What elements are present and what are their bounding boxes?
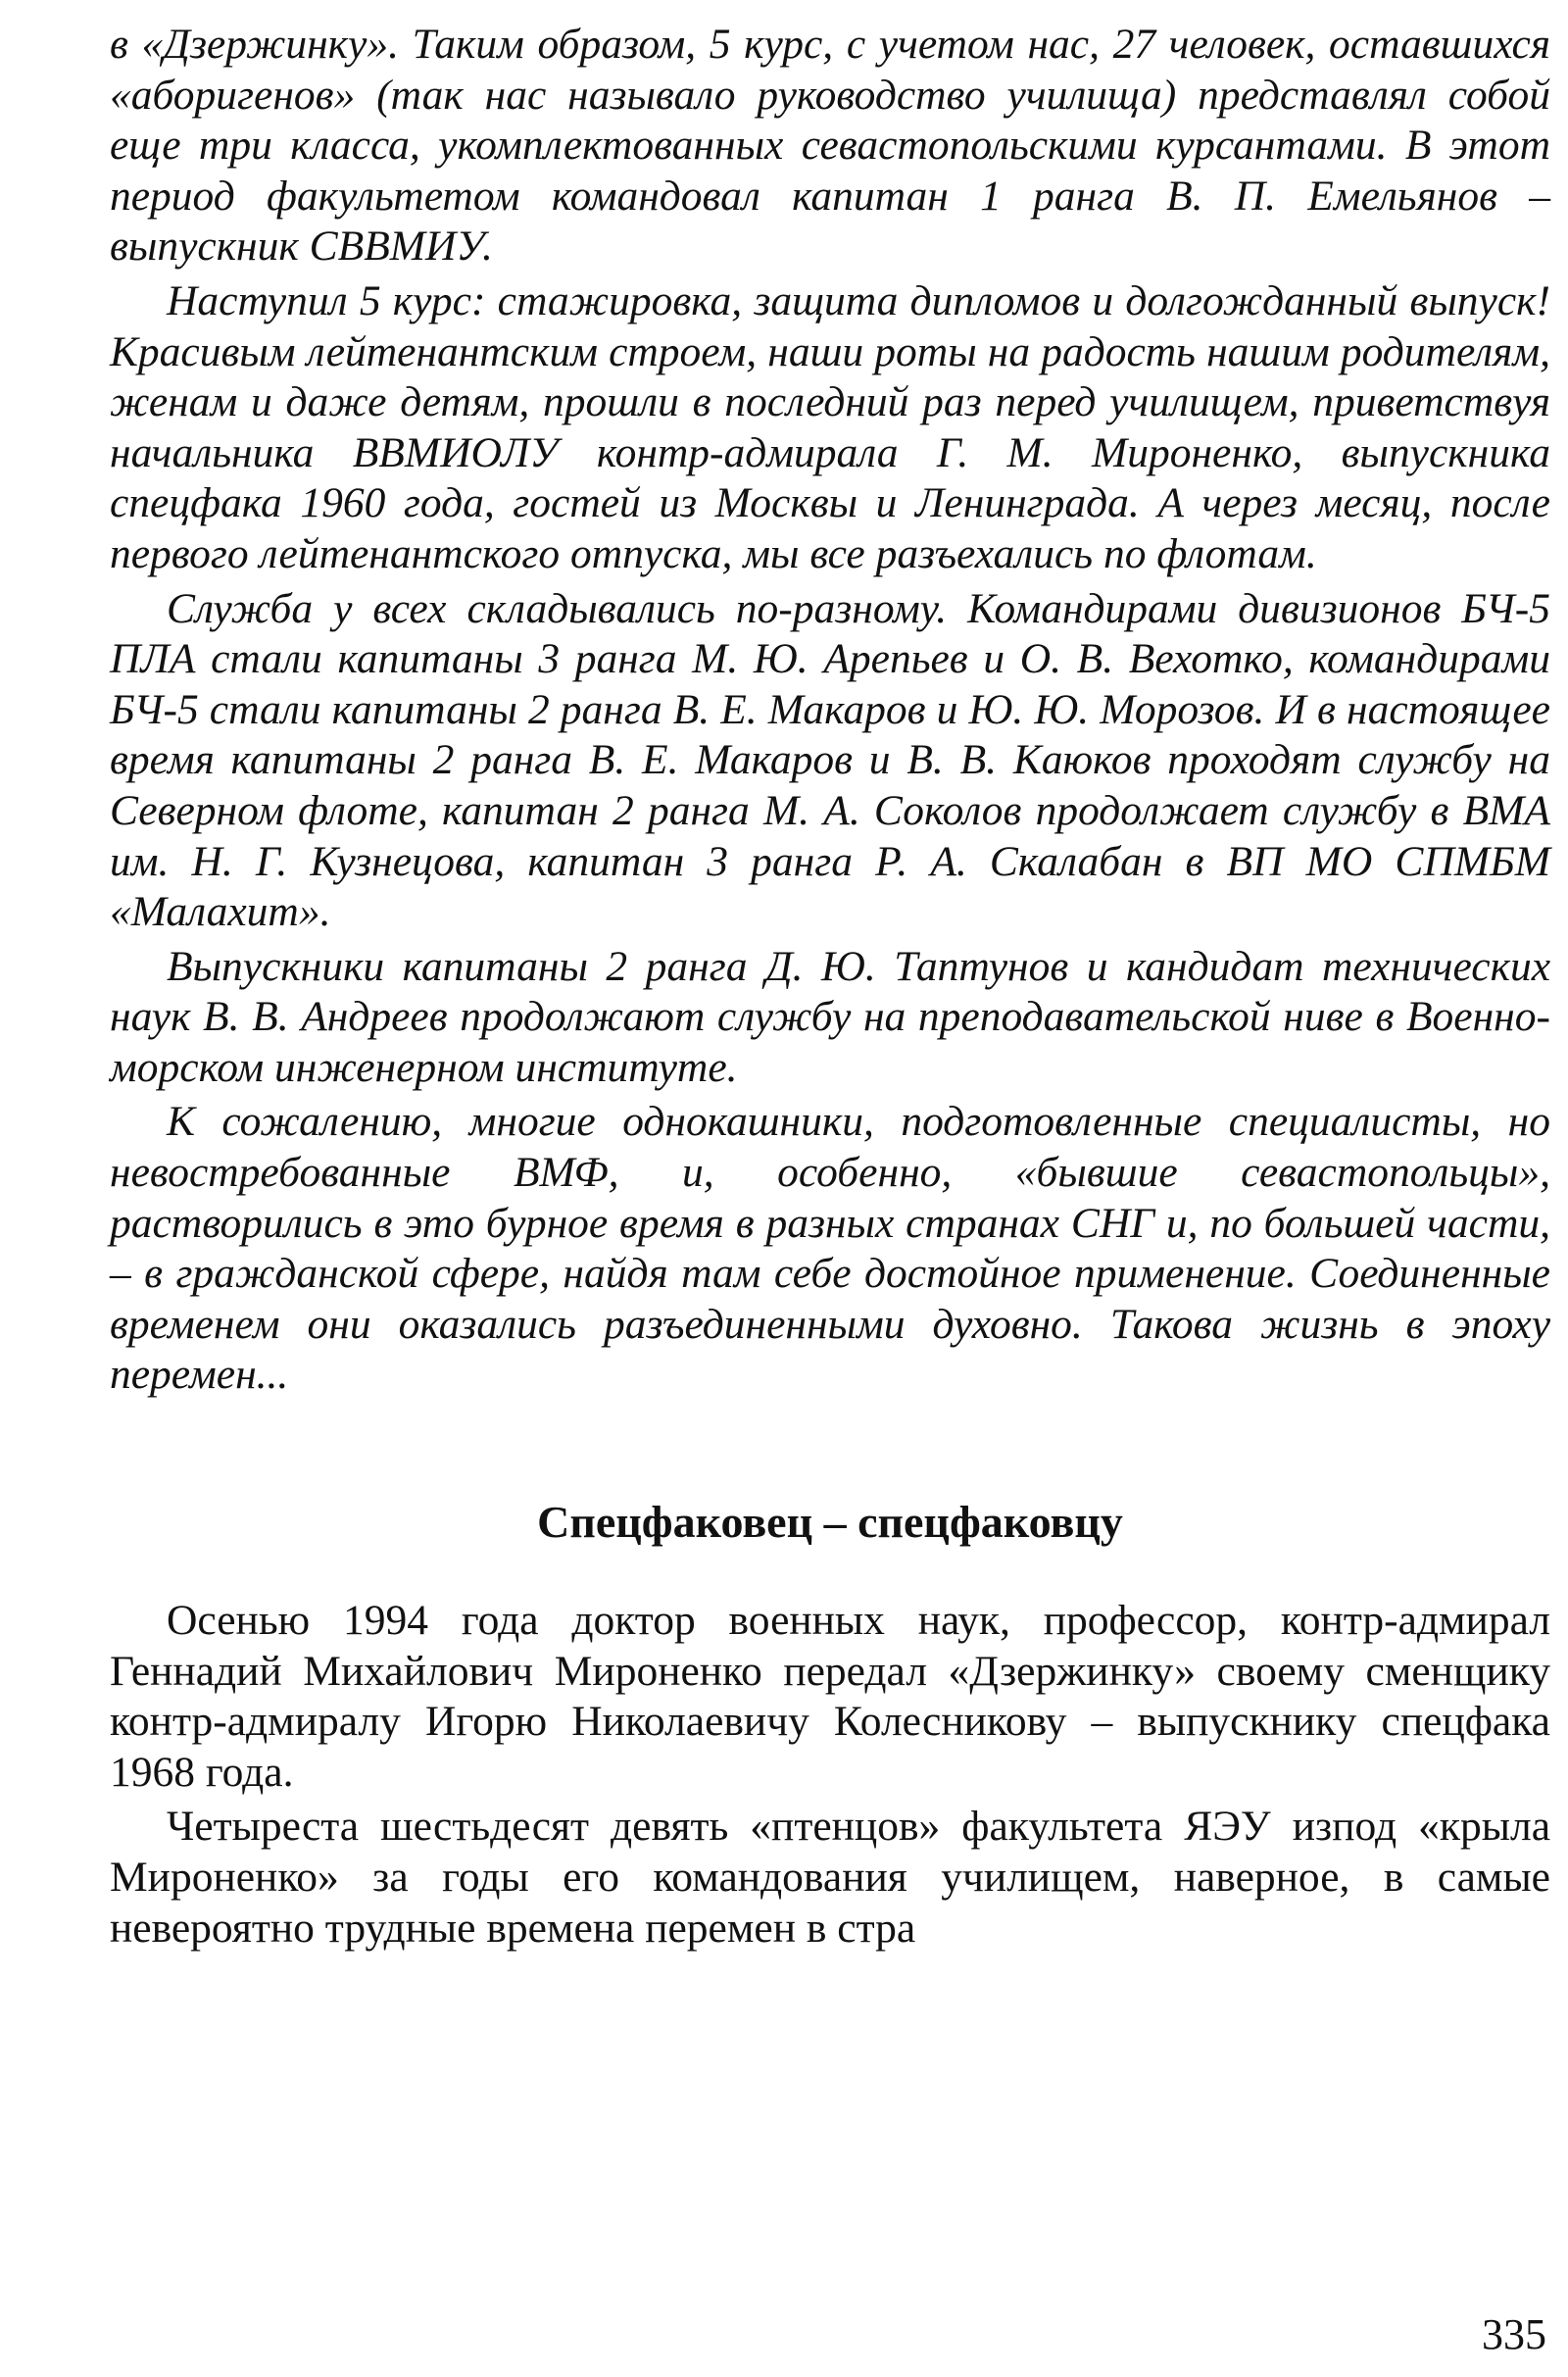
paragraph-continued-text: в «Дзержинку». Таким образом, 5 курс, с учетом нас, 27 человек, оставшихся «аборигенов» (так нас называло руководство училища) представлял собой еще три класса, укомплектованных севастопольскими курсантами. В этот период факультетом командовал капитан 1 ранга В. П. Емельянов – выпускник СВВМИУ.	[110, 21, 1550, 271]
paragraph-teaching-graduates: Выпускники капитаны 2 ранга Д. Ю. Таптунов и кандидат технических наук В. В. Андреев продолжают службу на преподавательской ниве в Военно-морском инженерном институте.	[110, 942, 1550, 1091]
paragraph-service: Служба у всех складывались по-разному. Командирами дивизионов БЧ-5 ПЛА стали капитаны 3 ранга М. Ю. Арепьев и О. В. Вехотко, командирами БЧ-5 стали капитаны 2 ранга В. Е. Макаров и Ю. Ю. Морозов. И в настоящее время капитаны 2 ранга В. Е. Макаров и В. В. Каюков проходят службу на Северном флоте, капитан 2 ранга М. А. Соколов продолжает службу в ВМА им. Н. Г. Кузнецова, капитан 3 ранга Р. А. Скалабан в ВП МО СПМБМ «Малахит».	[110, 584, 1550, 936]
paragraph-graduation: Наступил 5 курс: стажировка, защита дипломов и долгожданный выпуск! Красивым лейтенантским строем, наши роты на радость нашим родителям, женам и даже детям, прошли в последний раз перед училищем, приветствуя начальника ВВМИОЛУ контр-адмирала Г. М. Мироненко, выпускника спецфака 1960 года, гостей из Москвы и Ленинграда. А через месяц, после первого лейтенантского отпуска, мы все разъехались по флотам.	[110, 276, 1550, 577]
paragraph-classmates: К сожалению, многие однокашники, подготовленные специалисты, но невостребованные ВМФ, и, особенно, «бывшие севастопольцы», растворились в это бурное время в разных странах СНГ и, по большей части, – в гражданской сфере, найдя там себе достойное применение. Соединенные временем они оказались разъединенными духовно. Такова жизнь в эпоху перемен...	[110, 1098, 1550, 1399]
book-page	[110, 20, 1550, 2362]
paragraph-section-autumn-1994: Осенью 1994 года доктор военных наук, профессор, контр-адмирал Геннадий Михайлович Мироненко передал «Дзержинку» своему сменщику контр-адмиралу Игорю Николаевичу Колесникову – выпускнику спецфака 1968 года.	[110, 1597, 1550, 1796]
page-number: 335	[1482, 2310, 1546, 2358]
paragraph-section-fledglings: Четыреста шестьдесят девять «птенцов» факультета ЯЭУ изпод «крыла Мироненко» за годы его командования училищем, наверное, в самые невероятно трудные времена перемен в стра	[110, 1803, 1550, 1952]
section-heading: Спецфаковец – спецфаковцу	[537, 1497, 1123, 1548]
